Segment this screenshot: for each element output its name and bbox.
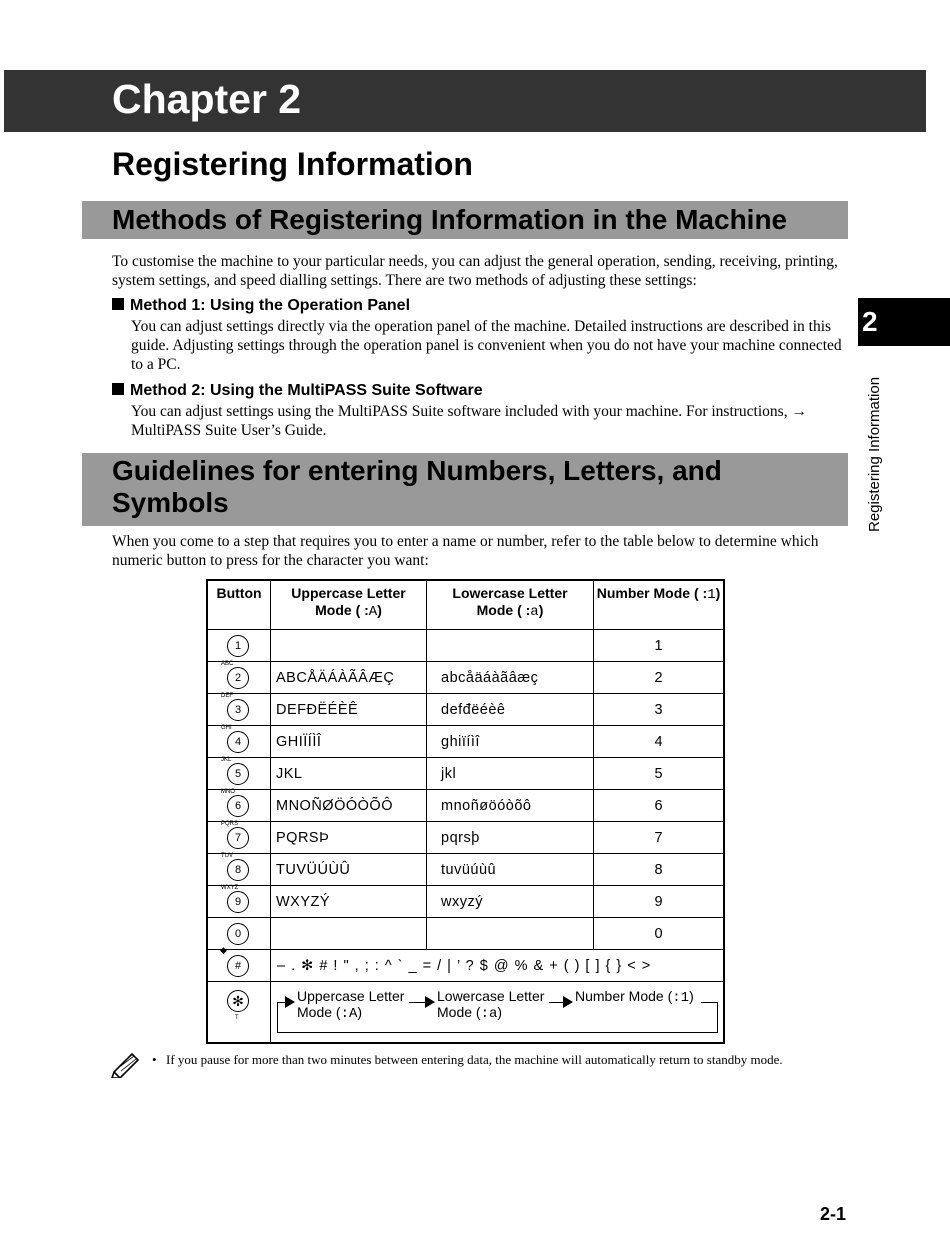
number-char: 0 — [594, 918, 725, 950]
method-heading: Method 1: Using the Operation Panel — [112, 296, 410, 316]
cycle-line — [277, 1002, 278, 1032]
uppercase-chars: PQRSÞ — [271, 822, 427, 854]
table-header-row — [207, 580, 724, 630]
method-description: You can adjust settings directly via the operation panel of the machine. Detailed instructions are described in this guide. Adjusting settings through the operation panel is convenient when you do not have your machine connected to a PC. — [131, 318, 842, 373]
page-number: 2-1 — [820, 1204, 847, 1224]
mode-number: Number Mode (:1) — [575, 988, 694, 1006]
lowercase-chars: jkl — [427, 758, 594, 790]
button-cell — [207, 945, 271, 982]
number-char: 1 — [594, 630, 725, 662]
arrow-right-icon — [563, 996, 573, 1008]
section-heading: Methods of Registering Information in the Machine — [112, 204, 788, 235]
section-heading: Guidelines for entering Numbers, Letters, and Symbols — [112, 455, 722, 518]
number-char: 7 — [594, 822, 725, 854]
hash-key-icon: # — [227, 955, 249, 977]
cycle-line — [277, 1032, 717, 1033]
column-header-number: Number Mode ( :1) — [594, 580, 725, 630]
table-row — [207, 662, 724, 694]
key-letters: GHI — [221, 725, 232, 731]
pencil-note-icon — [110, 1050, 142, 1078]
number-char: 8 — [594, 854, 725, 886]
key-letters: JKL — [221, 757, 232, 763]
key-letters: ABC — [221, 661, 234, 667]
button-cell — [207, 918, 271, 950]
button-cell — [207, 982, 271, 1044]
numeric-key-icon: 3 — [227, 699, 249, 721]
table-row — [207, 886, 724, 918]
number-char: 3 — [594, 694, 725, 726]
lowercase-chars — [427, 918, 594, 950]
star-key-icon: ✻ — [227, 990, 249, 1012]
chapter-label: Chapter 2 — [112, 76, 302, 122]
number-char: 5 — [594, 758, 725, 790]
table-row — [207, 630, 724, 662]
button-cell — [207, 630, 271, 662]
page-title: Registering Information — [112, 146, 473, 182]
mode-lowercase: Lowercase Letter Mode (:a) — [437, 988, 545, 1022]
square-bullet-icon — [112, 298, 124, 310]
table-row-star — [207, 982, 724, 1044]
chapter-tab-number: 2 — [862, 306, 878, 337]
uppercase-chars — [271, 918, 427, 950]
button-cell — [207, 662, 271, 694]
numeric-key-icon: 7 — [227, 827, 249, 849]
numeric-key-icon: 9 — [227, 891, 249, 913]
numeric-key-icon: 5 — [227, 763, 249, 785]
section-intro: When you come to a step that requires you to enter a name or number, refer to the table below to determine which numeric button to press for the character you want: — [112, 533, 819, 569]
key-letters: DEF — [221, 693, 233, 699]
numeric-key-icon: 8 — [227, 859, 249, 881]
bullet-icon: • — [152, 1052, 157, 1067]
lowercase-chars: defđëéèê — [427, 694, 594, 726]
key-letters: PQRS — [221, 821, 239, 827]
column-header-button: Button — [207, 580, 271, 630]
uppercase-chars: MNOÑØÖÓÒÕÔ — [271, 790, 427, 822]
column-header-lowercase: Lowercase Letter Mode ( :a) — [427, 580, 594, 630]
table-row — [207, 854, 724, 886]
uppercase-chars: TUVÜÚÙÛ — [271, 854, 427, 886]
uppercase-chars: WXYZÝ — [271, 886, 427, 918]
symbol-chars: – . ✻ # ! " , ; : ^ ` _ = / | ’ ? $ @ % & + ( ) [ ] { } < > — [271, 950, 725, 982]
key-letters: T — [235, 1015, 239, 1021]
lowercase-chars: wxyzý — [427, 886, 594, 918]
number-char: 2 — [594, 662, 725, 694]
numeric-key-icon: 1 — [227, 635, 249, 657]
button-cell — [207, 694, 271, 726]
arrow-right-icon — [285, 996, 295, 1008]
key-letters: WXYZ — [221, 885, 239, 891]
key-letters: TUV — [221, 853, 233, 859]
uppercase-chars: JKL — [271, 758, 427, 790]
section-intro: To customise the machine to your particular needs, you can adjust the general operation, sending, receiving, printing, system settings, and speed dialling settings. There are two methods of adjusting these settings: — [112, 253, 838, 289]
number-char: 4 — [594, 726, 725, 758]
table-row — [207, 918, 724, 950]
table-row — [207, 694, 724, 726]
lowercase-chars: abcåäáàãâæç — [427, 662, 594, 694]
uppercase-chars: DEFÐËÉÈÊ — [271, 694, 427, 726]
button-cell — [207, 854, 271, 886]
uppercase-chars: ABCÅÄÁÀÃÂÆÇ — [271, 662, 427, 694]
table-row-hash — [207, 950, 724, 982]
note-text: If you pause for more than two minutes between entering data, the machine will automatically return to standby mode. — [166, 1052, 783, 1067]
lowercase-chars: mnoñøöóòõô — [427, 790, 594, 822]
table-row — [207, 822, 724, 854]
number-char: 9 — [594, 886, 725, 918]
column-header-uppercase: Uppercase Letter Mode ( :A) — [271, 580, 427, 630]
button-cell — [207, 790, 271, 822]
table-row — [207, 726, 724, 758]
button-cell — [207, 886, 271, 918]
method-description: You can adjust settings using the MultiPASS Suite software included with your machine. For instructions, → MultiPASS Suite User’s Guide. — [131, 403, 807, 439]
character-entry-table — [206, 579, 725, 1044]
chapter-tab-label: Registering Information — [866, 376, 883, 532]
lowercase-chars — [427, 630, 594, 662]
lowercase-chars: ghiïíìî — [427, 726, 594, 758]
cycle-line — [701, 1002, 717, 1003]
square-bullet-icon — [112, 383, 124, 395]
cycle-line — [717, 1002, 718, 1033]
uppercase-chars: GHIÏÍÌÎ — [271, 726, 427, 758]
mode-cycle-diagram — [271, 982, 725, 1044]
method-heading: Method 2: Using the MultiPASS Suite Software — [112, 381, 483, 401]
table-row — [207, 758, 724, 790]
diamond-icon: ◆ — [220, 945, 227, 955]
mode-uppercase: Uppercase Letter Mode (:A) — [297, 988, 405, 1022]
numeric-key-icon: 2 — [227, 667, 249, 689]
lowercase-chars: pqrsþ — [427, 822, 594, 854]
numeric-key-icon: 0 — [227, 923, 249, 945]
numeric-key-icon: 6 — [227, 795, 249, 817]
uppercase-chars — [271, 630, 427, 662]
key-letters: MNO — [221, 789, 235, 795]
table-row — [207, 790, 724, 822]
button-cell — [207, 726, 271, 758]
numeric-key-icon: 4 — [227, 731, 249, 753]
button-cell — [207, 822, 271, 854]
arrow-right-icon — [425, 996, 435, 1008]
lowercase-chars: tuvüúùû — [427, 854, 594, 886]
number-char: 6 — [594, 790, 725, 822]
button-cell — [207, 758, 271, 790]
